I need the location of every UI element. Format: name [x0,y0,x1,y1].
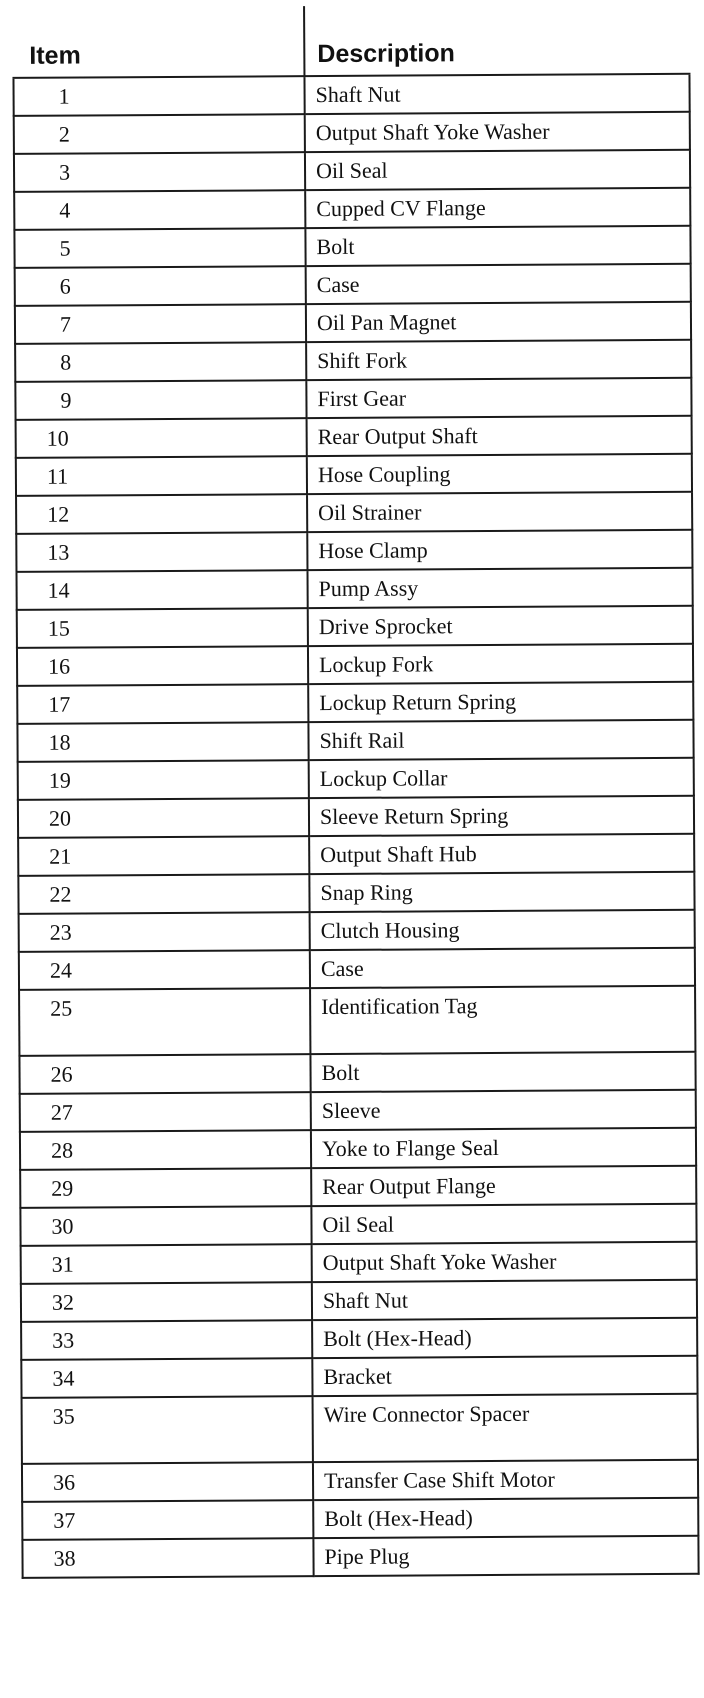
item-number-cell: 5 [14,228,305,268]
table-row [20,1204,696,1246]
description-cell: Oil Seal [305,150,690,190]
table-row [15,340,691,382]
table-row [15,302,691,344]
item-number-cell: 7 [15,304,306,344]
item-number-cell: 12 [16,494,307,534]
item-number-cell: 23 [19,912,310,952]
parts-table-body [13,74,698,1578]
description-cell: Rear Output Flange [311,1166,696,1206]
description-cell: Output Shaft Yoke Washer [305,112,690,152]
description-cell: Wire Connector Spacer [313,1394,698,1462]
table-row [16,568,692,610]
item-number-cell: 14 [16,570,307,610]
table-row [21,1280,697,1322]
description-cell: Shift Fork [306,340,691,380]
table-row [17,720,693,762]
description-cell: Output Shaft Yoke Washer [312,1242,697,1282]
table-row [16,454,692,496]
table-row [15,264,691,306]
item-number-cell: 16 [17,646,308,686]
item-number-cell: 1 [13,76,304,116]
description-cell: Oil Seal [311,1204,696,1244]
item-number-cell: 21 [18,836,309,876]
table-row [19,910,695,952]
item-number-cell: 38 [22,1538,313,1578]
description-cell: First Gear [306,378,691,418]
description-cell: Bracket [312,1356,697,1396]
item-number-cell: 3 [14,152,305,192]
item-number-cell: 9 [15,380,306,420]
description-cell: Shaft Nut [312,1280,697,1320]
header-row [13,4,689,78]
table-row [20,1128,696,1170]
table-row [22,1498,698,1540]
table-row [18,758,694,800]
item-column-header: Item [13,6,304,78]
item-number-cell: 25 [19,988,310,1056]
table-row [14,188,690,230]
description-cell: Case [306,264,691,304]
description-cell: Oil Pan Magnet [306,302,691,342]
item-number-cell: 26 [19,1054,310,1094]
description-cell: Identification Tag [310,986,695,1054]
item-number-cell: 31 [21,1244,312,1284]
item-number-cell: 36 [22,1462,313,1502]
table-row [21,1318,697,1360]
table-row [17,606,693,648]
description-cell: Pipe Plug [313,1536,698,1576]
item-number-cell: 15 [17,608,308,648]
item-number-cell: 35 [22,1396,313,1464]
table-row [22,1460,698,1502]
description-cell: Shift Rail [308,720,693,760]
description-cell: Clutch Housing [310,910,695,950]
table-row [19,986,695,1056]
description-cell: Rear Output Shaft [307,416,692,456]
item-number-cell: 2 [14,114,305,154]
table-row [15,378,691,420]
description-cell: Bolt (Hex-Head) [313,1498,698,1538]
parts-table [12,4,700,1579]
item-number-cell: 11 [16,456,307,496]
table-row [22,1394,698,1464]
description-cell: Bolt [305,226,690,266]
item-number-cell: 18 [17,722,308,762]
item-number-cell: 32 [21,1282,312,1322]
table-row [19,1052,695,1094]
table-row [14,150,690,192]
table-row [17,644,693,686]
table-row [17,682,693,724]
item-number-cell: 17 [17,684,308,724]
table-row [20,1166,696,1208]
description-cell: Cupped CV Flange [305,188,690,228]
description-cell: Snap Ring [309,872,694,912]
item-number-cell: 24 [19,950,310,990]
item-number-cell: 19 [18,760,309,800]
description-cell: Case [310,948,695,988]
table-row [18,796,694,838]
description-cell: Drive Sprocket [308,606,693,646]
table-row [16,530,692,572]
description-cell: Bolt (Hex-Head) [312,1318,697,1358]
item-number-cell: 22 [18,874,309,914]
table-row [21,1356,697,1398]
description-cell: Shaft Nut [304,74,689,114]
description-cell: Lockup Fork [308,644,693,684]
item-number-cell: 33 [21,1320,312,1360]
item-number-cell: 29 [20,1168,311,1208]
item-number-cell: 34 [21,1358,312,1398]
description-column-header: Description [304,4,689,76]
description-cell: Sleeve Return Spring [309,796,694,836]
table-row [22,1536,698,1578]
description-cell: Bolt [310,1052,695,1092]
table-row [21,1242,697,1284]
table-row [16,416,692,458]
description-cell: Transfer Case Shift Motor [313,1460,698,1500]
item-number-cell: 6 [15,266,306,306]
description-cell: Oil Strainer [307,492,692,532]
table-row [14,112,690,154]
description-cell: Output Shaft Hub [309,834,694,874]
item-number-cell: 28 [20,1130,311,1170]
description-cell: Hose Coupling [307,454,692,494]
description-cell: Lockup Return Spring [308,682,693,722]
table-row [19,948,695,990]
table-row [18,872,694,914]
description-cell: Pump Assy [307,568,692,608]
item-number-cell: 13 [16,532,307,572]
table-row [14,226,690,268]
table-row [16,492,692,534]
table-row [20,1090,696,1132]
item-number-cell: 30 [20,1206,311,1246]
item-number-cell: 4 [14,190,305,230]
description-cell: Yoke to Flange Seal [311,1128,696,1168]
item-number-cell: 10 [16,418,307,458]
item-number-cell: 20 [18,798,309,838]
description-cell: Lockup Collar [309,758,694,798]
item-number-cell: 37 [22,1500,313,1540]
item-number-cell: 27 [20,1092,311,1132]
description-cell: Hose Clamp [307,530,692,570]
item-number-cell: 8 [15,342,306,382]
table-row [18,834,694,876]
description-cell: Sleeve [311,1090,696,1130]
table-row [13,74,689,116]
